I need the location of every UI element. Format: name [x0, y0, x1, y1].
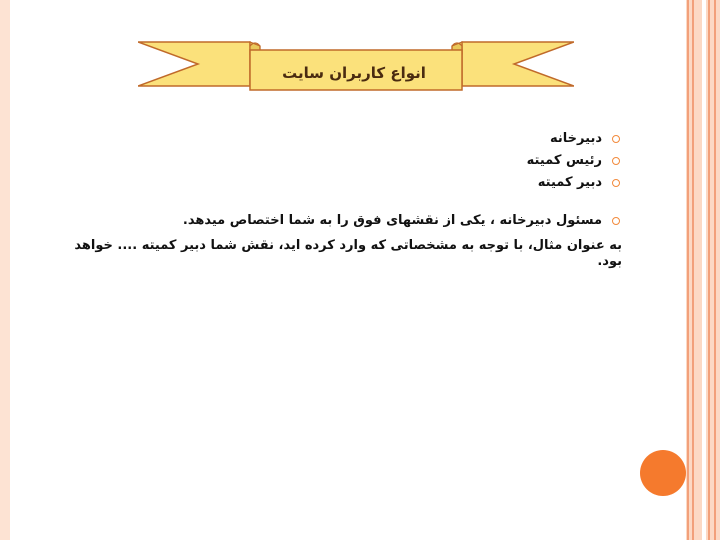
bullet-icon [612, 157, 620, 165]
accent-circle [640, 450, 686, 496]
left-edge-stripe [0, 0, 10, 540]
list-item [62, 172, 622, 194]
right-decor-line [708, 0, 710, 540]
role-label: دبیرخانه [550, 131, 602, 146]
slide-title: انواع کاربران سایت [282, 64, 426, 82]
list-item [62, 128, 622, 150]
bullet-icon [612, 179, 620, 187]
role-label: رئیس کمیته [526, 153, 602, 168]
bullet-icon [612, 217, 620, 225]
list-item [62, 150, 622, 172]
slide-content [62, 128, 622, 270]
assignment-note: مسئول دبیرخانه ، یکی از نقشهای فوق را به شما اختصاص میدهد. [182, 213, 602, 228]
right-decor-line [692, 0, 694, 540]
role-label: دبیر کمیته [537, 175, 602, 190]
right-decor-line [714, 0, 716, 540]
list-item [62, 210, 622, 232]
example-paragraph: به عنوان مثال، با توجه به مشخصاتی که وارد کرده اید، نقش شما دبیر کمیته .... خواهد بود. [74, 238, 622, 269]
right-decor-line [687, 0, 689, 540]
right-decor-line [702, 0, 706, 540]
bullet-icon [612, 135, 620, 143]
title-banner [138, 36, 574, 98]
